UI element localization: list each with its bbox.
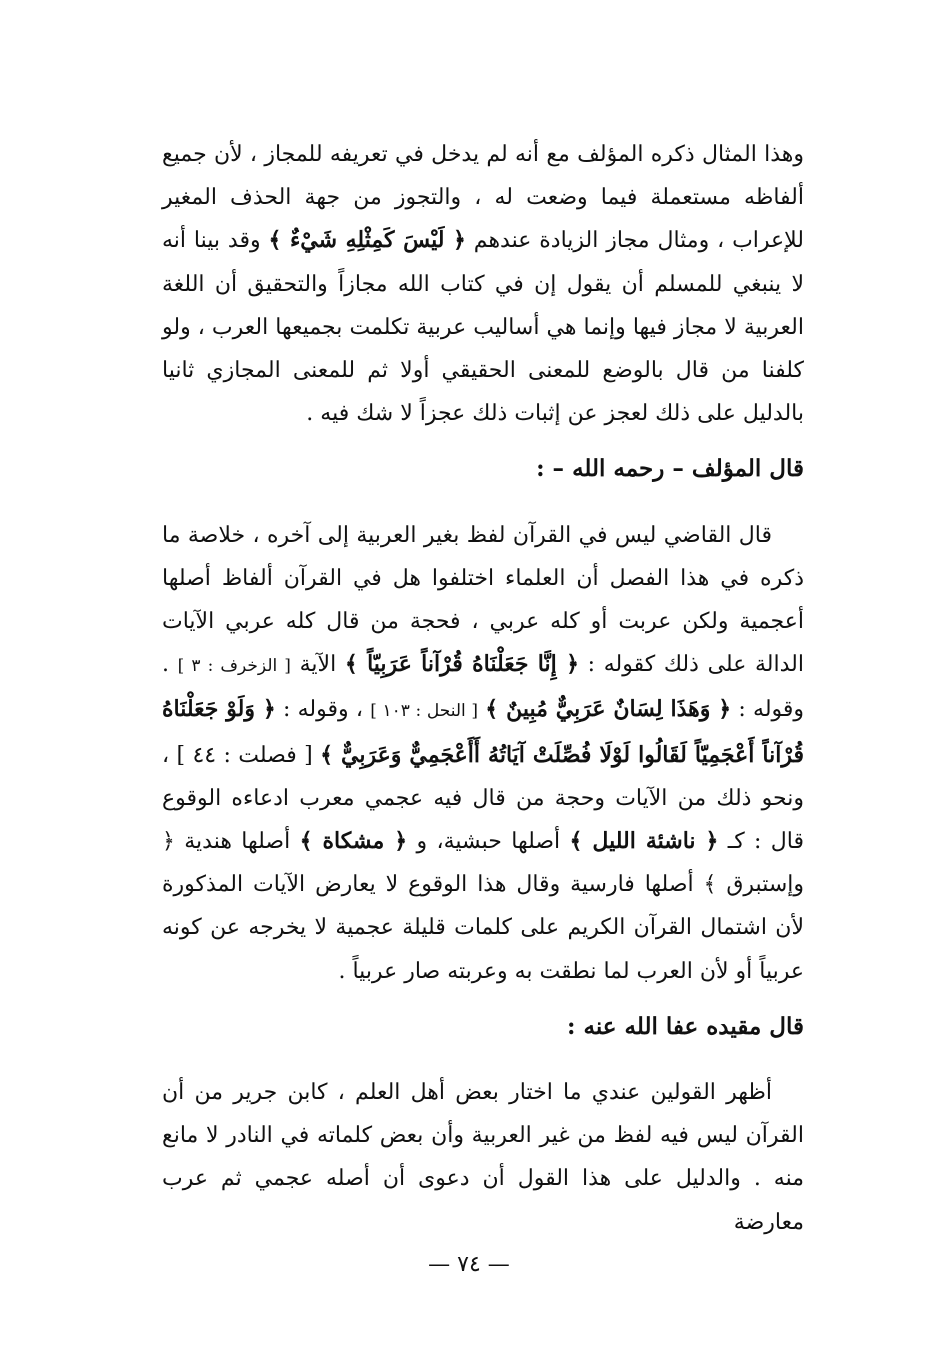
paragraph-text: وقد بينا أنه لا ينبغي للمسلم أن يقول إن في كتاب الله مجازاً والتحقيق أن اللغة العربية لا مجاز فيها وإنما هي أساليب عربية تكلمت بجميعها العرب ، ولو كلفنا من قال بالوضع للمعنى الحقيقي أولا ثم للمعنى المجازي ثانيا بالدليل على ذلك لعجز عن إثبات ذلك عجزاً لا شك فيه . — [162, 228, 804, 427]
paragraph-text: ، وقوله : — [275, 697, 371, 723]
foreign-word: ﴿ مشكاة ﴾ — [299, 828, 408, 855]
quran-verse: ﴿ وَهَذَا لِسَانٌ عَرَبِيٌّ مُبِينٌ ﴾ — [485, 696, 732, 723]
foreign-word: ﴿ ناشئة الليل ﴾ — [569, 828, 719, 855]
section-heading-author: قال المؤلف – رحمه الله – : — [536, 455, 804, 483]
paragraph-text: قال القاضي ليس في القرآن لفظ بغير العربية إلى آخره ، خلاصة ما ذكره في هذا الفصل أن العلماء اختلفوا هل في القرآن ألفاظ أصلها أعجمية ولكن عربت أو كله عربي ، فحجة من قال كله عربي الآيات الدالة على ذلك كقوله : — [162, 522, 804, 678]
paragraph-text: [ فصلت : ٤٤ ] ، ونحو ذلك من الآيات وحجة من قال فيه عجمي معرب ادعاءه الوقوع قال : كـ — [162, 742, 805, 855]
quran-verse: ﴿ وَلَوْ جَعَلْنَاهُ قُرْآناً أَعْجَمِيّاً لَقَالُوا لَوْلَا فُصِّلَتْ آيَاتُهُ أَأَعْجَمِيٌّ وَعَرَبِيٌّ ﴾ — [162, 696, 805, 768]
verse-reference: [ الزخرف : ٣ ] — [177, 656, 291, 677]
paragraph-1 — [162, 133, 804, 435]
page-number: — ٧٤ — — [428, 1252, 510, 1277]
paragraph-text: أصلها حبشية، و — [407, 829, 570, 855]
section-heading-commentator: قال مقيده عفا الله عنه : — [567, 1012, 804, 1040]
paragraph-text: . وقوله : — [162, 652, 805, 723]
quran-verse: ﴿ لَيْسَ كَمِثْلِهِ شَيْءٌ ﴾ — [268, 227, 466, 254]
paragraph-text: الآية — [290, 652, 345, 678]
body-text — [162, 133, 804, 1244]
paragraph-2 — [162, 514, 804, 993]
paragraph-text: وهذا المثال ذكره المؤلف مع أنه لم يدخل في تعريفه للمجاز ، لأن جميع ألفاظه مستعملة فيما وضعت له ، والتجوز من جهة الحذف المغير للإعراب ، ومثال مجاز الزيادة عندهم — [162, 142, 804, 254]
paragraph-text: أصلها فارسية وقال هذا الوقوع لا يعارض الآيات المذكورة لأن اشتمال القرآن الكريم على كلمات قليلة عجمية لا يخرجه عن كونه عربياً أو لأن العرب لما نطقت به وعربته صار عربياً . — [162, 872, 804, 984]
foreign-word: ﴿ وإستبرق ﴾ — [162, 829, 804, 898]
paragraph-text: أصلها هندية — [174, 829, 300, 855]
paragraph-3: أظهر القولين عندي ما اختار بعض أهل العلم ، كابن جرير من أن القرآن ليس فيه لفظ من غير العربية وأن بعض كلماته في النادر لا مانع منه . والدليل على هذا القول أن دعوى أن أصله عجمي ثم عرب معارضة — [162, 1080, 804, 1235]
verse-reference: [ النحل : ١٠٣ ] — [370, 701, 479, 722]
quran-verse: ﴿ إِنَّا جَعَلْنَاهُ قُرْآناً عَرَبِيّاً ﴾ — [344, 651, 579, 678]
